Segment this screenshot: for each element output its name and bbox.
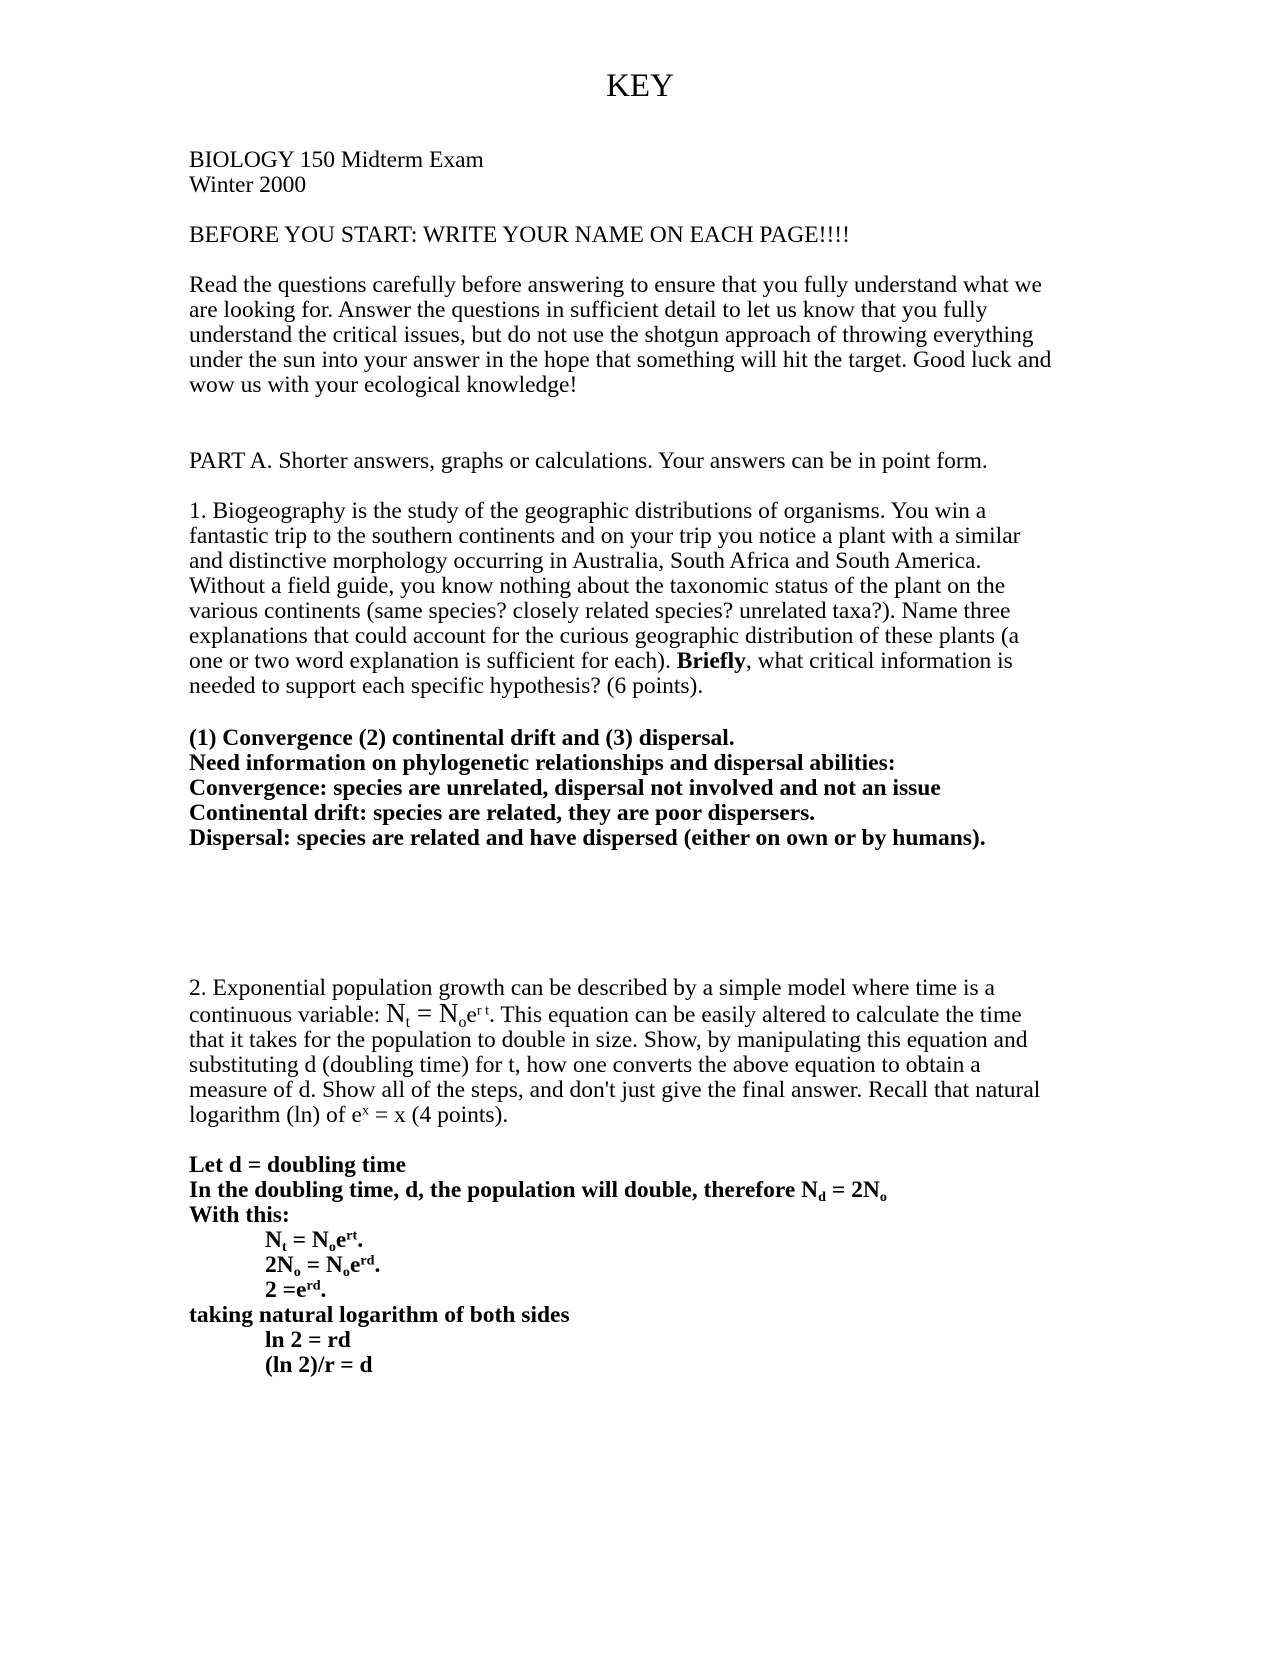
equation-step: $2 =e^{rd}$.: [265, 1277, 327, 1303]
question-1-text: , what critical information is: [745, 648, 1013, 674]
answer-line: taking natural logarithm of both sides: [189, 1302, 570, 1328]
question-1-line: 1. Biogeography is the study of the geographic distributions of organisms. You win a: [189, 498, 987, 524]
growth-equation: $N_t = N_o$: [386, 998, 467, 1031]
instructions-line: are looking for. Answer the questions in sufficient detail to let us know that you fully: [189, 297, 988, 323]
question-1-text: one or two word explanation is sufficient for each).: [189, 648, 677, 674]
instructions-line: understand the critical issues, but do not use the shotgun approach of throwing everything: [189, 322, 1034, 348]
answer-line: Let d = doubling time: [189, 1152, 407, 1178]
answer-line: Continental drift: species are related, they are poor dispersers.: [189, 800, 816, 826]
answer-line: With this:: [189, 1202, 290, 1228]
question-2-text: . This equation can be easily altered to calculate the time: [489, 1002, 1022, 1028]
equation-step: ln 2 = rd: [265, 1327, 351, 1353]
emphasis-briefly: Briefly: [676, 648, 746, 674]
question-1-line: and distinctive morphology occurring in Australia, South Africa and South America.: [189, 548, 982, 574]
name-reminder: [189, 223, 1099, 248]
question-1-line: fantastic trip to the southern continents and on your trip you notice a plant with a similar: [189, 523, 1021, 549]
question-1-line: Without a field guide, you know nothing about the taxonomic status of the plant on the: [189, 573, 1006, 599]
exam-header: [189, 148, 1099, 198]
part-a-heading-text: PART A. Shorter answers, graphs or calculations. Your answers can be in point form.: [189, 448, 988, 474]
equation-result: (ln 2)/r = d: [265, 1352, 373, 1378]
name-reminder-text: BEFORE YOU START: WRITE YOUR NAME ON EACH PAGE!!!!: [189, 222, 850, 248]
course-title: BIOLOGY 150 Midterm Exam: [189, 147, 484, 173]
question-1-line: explanations that could account for the curious geographic distribution of these plants (a: [189, 623, 1020, 649]
question-1: [189, 499, 1099, 699]
answer-line: Dispersal: species are related and have dispersed (either on own or by humans).: [189, 825, 986, 851]
answer-line: (1) Convergence (2) continental drift and (3) dispersal.: [189, 725, 735, 751]
answer-line: Convergence: species are unrelated, dispersal not involved and not an issue: [189, 775, 941, 801]
question-2-line: measure of d. Show all of the steps, and don't just give the final answer. Recall that natural: [189, 1077, 1041, 1103]
equation-step: $2N_o = N_oe^{rd}$.: [265, 1252, 381, 1281]
instructions-line: wow us with your ecological knowledge!: [189, 372, 578, 398]
equation-step: $N_t = N_oe^{rt}$.: [265, 1227, 364, 1256]
instructions-line: Read the questions carefully before answering to ensure that you fully understand what we: [189, 272, 1042, 298]
term: Winter 2000: [189, 172, 307, 198]
question-1-line: various continents (same species? closely related species? unrelated taxa?). Name three: [189, 598, 1011, 624]
question-1-answer: [189, 726, 1099, 851]
question-2-line: substituting d (doubling time) for t, how one converts the above equation to obtain a: [189, 1052, 981, 1078]
instructions-paragraph: [189, 273, 1099, 398]
answer-key-title: KEY: [606, 68, 674, 104]
part-a-heading: [189, 449, 1099, 474]
question-2-line: continuous variable: $N_t = N_oe^{r t}$. This equation can be easily altered to calculate the time: [189, 998, 1022, 1031]
question-2-line: 2. Exponential population growth can be described by a simple model where time is a: [189, 975, 995, 1001]
question-2: [189, 976, 1099, 1128]
question-2-text: continuous variable:: [189, 1002, 387, 1028]
answer-line: Need information on phylogenetic relationships and dispersal abilities:: [189, 750, 896, 776]
question-2-answer: [189, 1153, 1099, 1378]
answer-line: In the doubling time, d, the population will double, therefore $N_d = 2N_o$: [189, 1177, 887, 1206]
question-1-line: needed to support each specific hypothesis? (6 points).: [189, 673, 704, 699]
question-2-line: that it takes for the population to double in size. Show, by manipulating this equation and: [189, 1027, 1028, 1053]
question-1-line: [189, 649, 1099, 674]
question-2-line: logarithm (ln) of $e^x = x$ (4 points).: [189, 1102, 509, 1128]
instructions-line: under the sun into your answer in the hope that something will hit the target. Good luck and: [189, 347, 1052, 373]
